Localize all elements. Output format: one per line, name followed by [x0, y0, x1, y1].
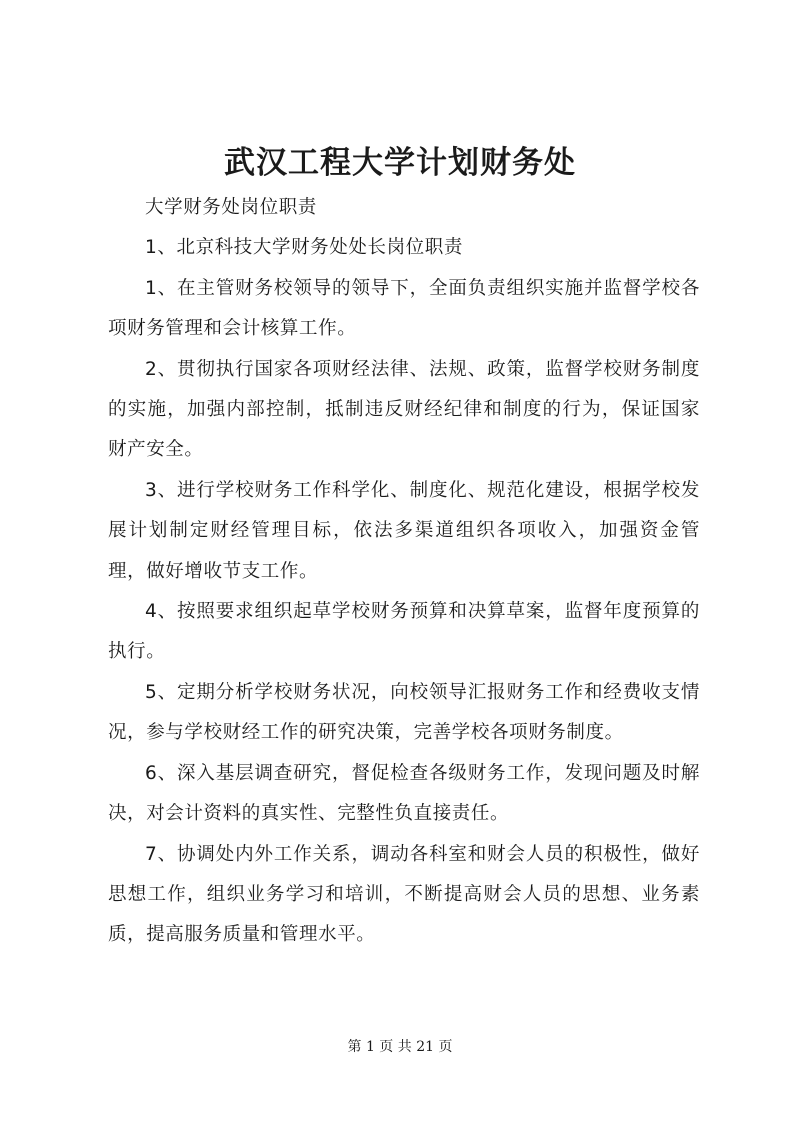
paragraph-duty-1: 1、在主管财务校领导的领导下，全面负责组织实施并监督学校各项财务管理和会计核算工作。: [108, 277, 700, 340]
paragraph-duty-3: 3、进行学校财务工作科学化、制度化、规范化建设，根据学校发展计划制定财经管理目标，依法多渠道组织各项收入，加强资金管理，做好增收节支工作。: [108, 479, 700, 582]
paragraph-section-heading: 大学财务处岗位职责: [145, 197, 317, 218]
paragraph-duty-7: 7、协调处内外工作关系，调动各科室和财会人员的积极性，做好思想工作，组织业务学习和培训，不断提高财会人员的思想、业务素质，提高服务质量和管理水平。: [108, 843, 700, 946]
paragraph-duty-6: 6、深入基层调查研究，督促检查各级财务工作，发现问题及时解决，对会计资料的真实性、完整性负直接责任。: [108, 762, 700, 825]
page-number-footer: 第 1 页 共 21 页: [347, 1039, 453, 1055]
paragraph-subheading: 1、北京科技大学财务处处长岗位职责: [145, 237, 463, 259]
paragraph-duty-2: 2、贯彻执行国家各项财经法律、法规、政策，监督学校财务制度的实施，加强内部控制，抵制违反财经纪律和制度的行为，保证国家财产安全。: [108, 358, 700, 461]
paragraph-duty-4: 4、按照要求组织起草学校财务预算和决算草案，监督年度预算的执行。: [108, 601, 700, 663]
document-title: 武汉工程大学计划财务处: [224, 145, 576, 181]
paragraph-duty-5: 5、定期分析学校财务状况，向校领导汇报财务工作和经费收支情况，参与学校财经工作的研究决策，完善学校各项财务制度。: [108, 681, 700, 744]
document-body: [108, 188, 700, 956]
